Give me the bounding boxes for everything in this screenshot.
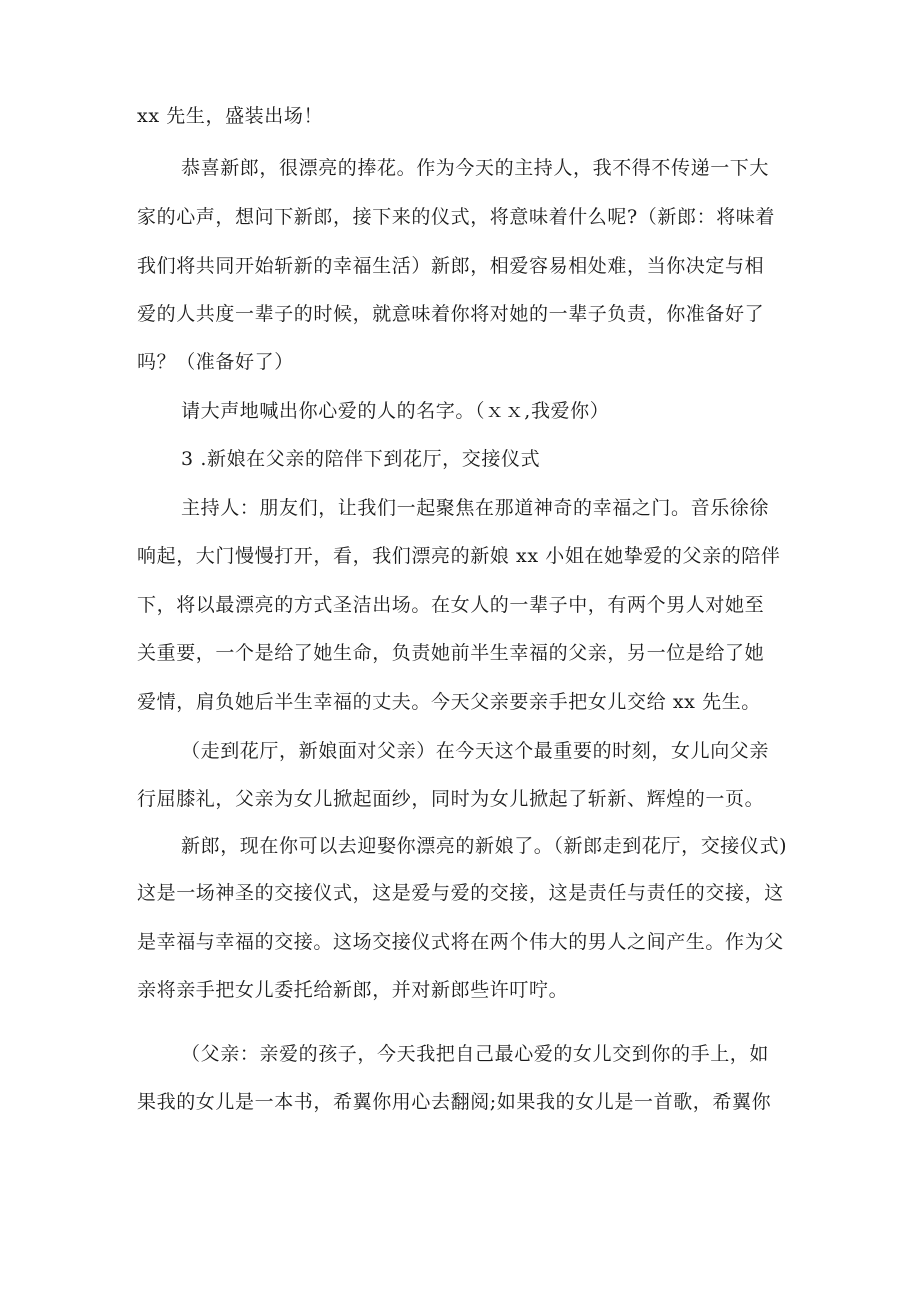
text-line: 恭喜新郎，很漂亮的捧花。作为今天的主持人，我不得不传递一下大 (181, 157, 770, 179)
text-line: 关重要，一个是给了她生命，负责她前半生幸福的父亲，另一位是给了她 (137, 642, 765, 664)
section-heading: 3 .新娘在父亲的陪伴下到花厅，交接仪式 (181, 448, 541, 470)
text-line: 行屈膝礼，父亲为女儿掀起面纱，同时为女儿掀起了斩新、辉煌的一页。 (137, 788, 765, 810)
text-line: 爱的人共度一辈子的时候，就意味着你将对她的一辈子负责，你准备好了 (137, 303, 765, 325)
text-line: （父亲：亲爱的孩子，今天我把自己最心爱的女儿交到你的手上，如 (181, 1043, 770, 1065)
text-line: 下，将以最漂亮的方式圣洁出场。在女人的一辈子中，有两个男人对她至 (137, 594, 765, 616)
text-line: 家的心声，想问下新郎，接下来的仪式，将意味着什么呢?（新郎：将味着 (137, 206, 775, 228)
text-line: 爱情，肩负她后半生幸福的丈夫。今天父亲要亲手把女儿交给 xx 先生。 (137, 691, 761, 713)
text-line: 是幸福与幸福的交接。这场交接仪式将在两个伟大的男人之间产生。作为父 (137, 931, 784, 953)
text-line: 新郎，现在你可以去迎娶你漂亮的新娘了。（新郎走到花厅，交接仪式) (181, 835, 788, 857)
text-line: 果我的女儿是一本书，希翼你用心去翻阅;如果我的女儿是一首歌，希翼你 (137, 1091, 772, 1113)
text-line: 主持人：朋友们，让我们一起聚焦在那道神奇的幸福之门。音乐徐徐 (181, 497, 770, 519)
text-line: xx 先生，盛装出场！ (137, 105, 324, 127)
text-line: 我们将共同开始斩新的幸福生活）新郎，相爱容易相处难，当你决定与相 (137, 255, 765, 277)
text-line: 吗？（准备好了） (137, 351, 294, 373)
text-line: （走到花厅，新娘面对父亲）在今天这个最重要的时刻，女儿向父亲 (181, 740, 770, 762)
text-line: 亲将亲手把女儿委托给新郎，并对新郎些许叮咛。 (137, 979, 569, 1001)
text-line: 响起，大门慢慢打开，看，我们漂亮的新娘 xx 小姐在她挚爱的父亲的陪伴 (137, 545, 781, 567)
text-line: 这是一场神圣的交接仪式，这是爱与爱的交接，这是责任与责任的交接，这 (137, 882, 784, 904)
text-line: 请大声地喊出你心爱的人的名字。（ｘｘ,我爱你） (181, 400, 610, 422)
